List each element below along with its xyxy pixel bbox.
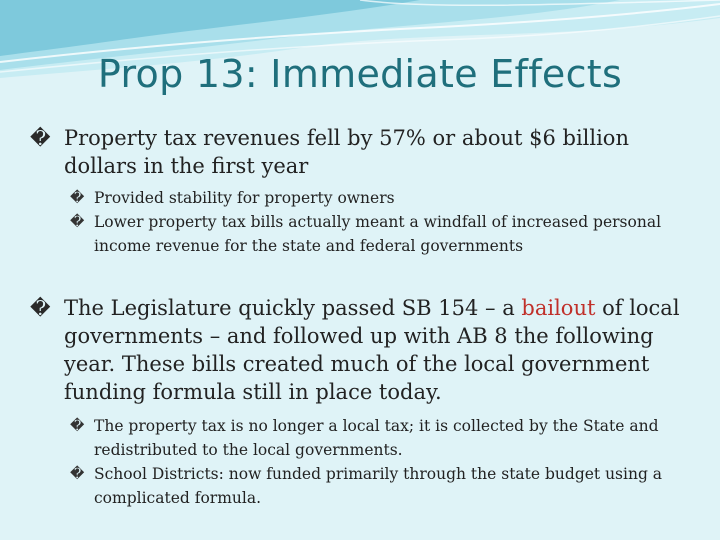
sub-bullet-marker-icon: � xyxy=(70,466,85,482)
sub-bullet-windfall xyxy=(30,210,690,258)
sub-bullet-marker-icon: � xyxy=(70,418,85,434)
sub-bullet-property-tax-state xyxy=(30,414,690,462)
bullet-marker-icon: � xyxy=(30,126,51,150)
sub-bullet-text: School Districts: now funded primarily through the state budget using a complicated formula. xyxy=(94,465,663,507)
bullet-property-tax-revenues xyxy=(30,124,690,180)
sub-bullet-stability xyxy=(30,186,690,210)
bullet-legislature xyxy=(30,294,690,406)
sub-bullet-school-districts xyxy=(30,462,690,510)
bullet-text-after: of local governments – and followed up with AB 8 the following year. These bills created much of the local government funding formula still in place today. xyxy=(64,296,680,404)
sub-bullet-text: Lower property tax bills actually meant a windfall of increased personal income revenue for the state and federal governments xyxy=(94,213,662,255)
sub-bullet-marker-icon: � xyxy=(70,214,85,230)
bullet-text: Property tax revenues fell by 57% or about $6 billion dollars in the first year xyxy=(64,126,629,178)
slide-content xyxy=(30,124,690,510)
bullet-marker-icon: � xyxy=(30,296,51,320)
sub-bullet-marker-icon: � xyxy=(70,190,85,206)
bullet-highlight-bailout: bailout xyxy=(521,296,596,320)
sub-bullet-text: Provided stability for property owners xyxy=(94,189,395,207)
sub-bullet-text: The property tax is no longer a local tax; it is collected by the State and redistributed to the local governments. xyxy=(94,417,659,459)
bullet-text-before: The Legislature quickly passed SB 154 – a xyxy=(64,296,522,320)
slide-title: Prop 13: Immediate Effects xyxy=(97,52,623,96)
